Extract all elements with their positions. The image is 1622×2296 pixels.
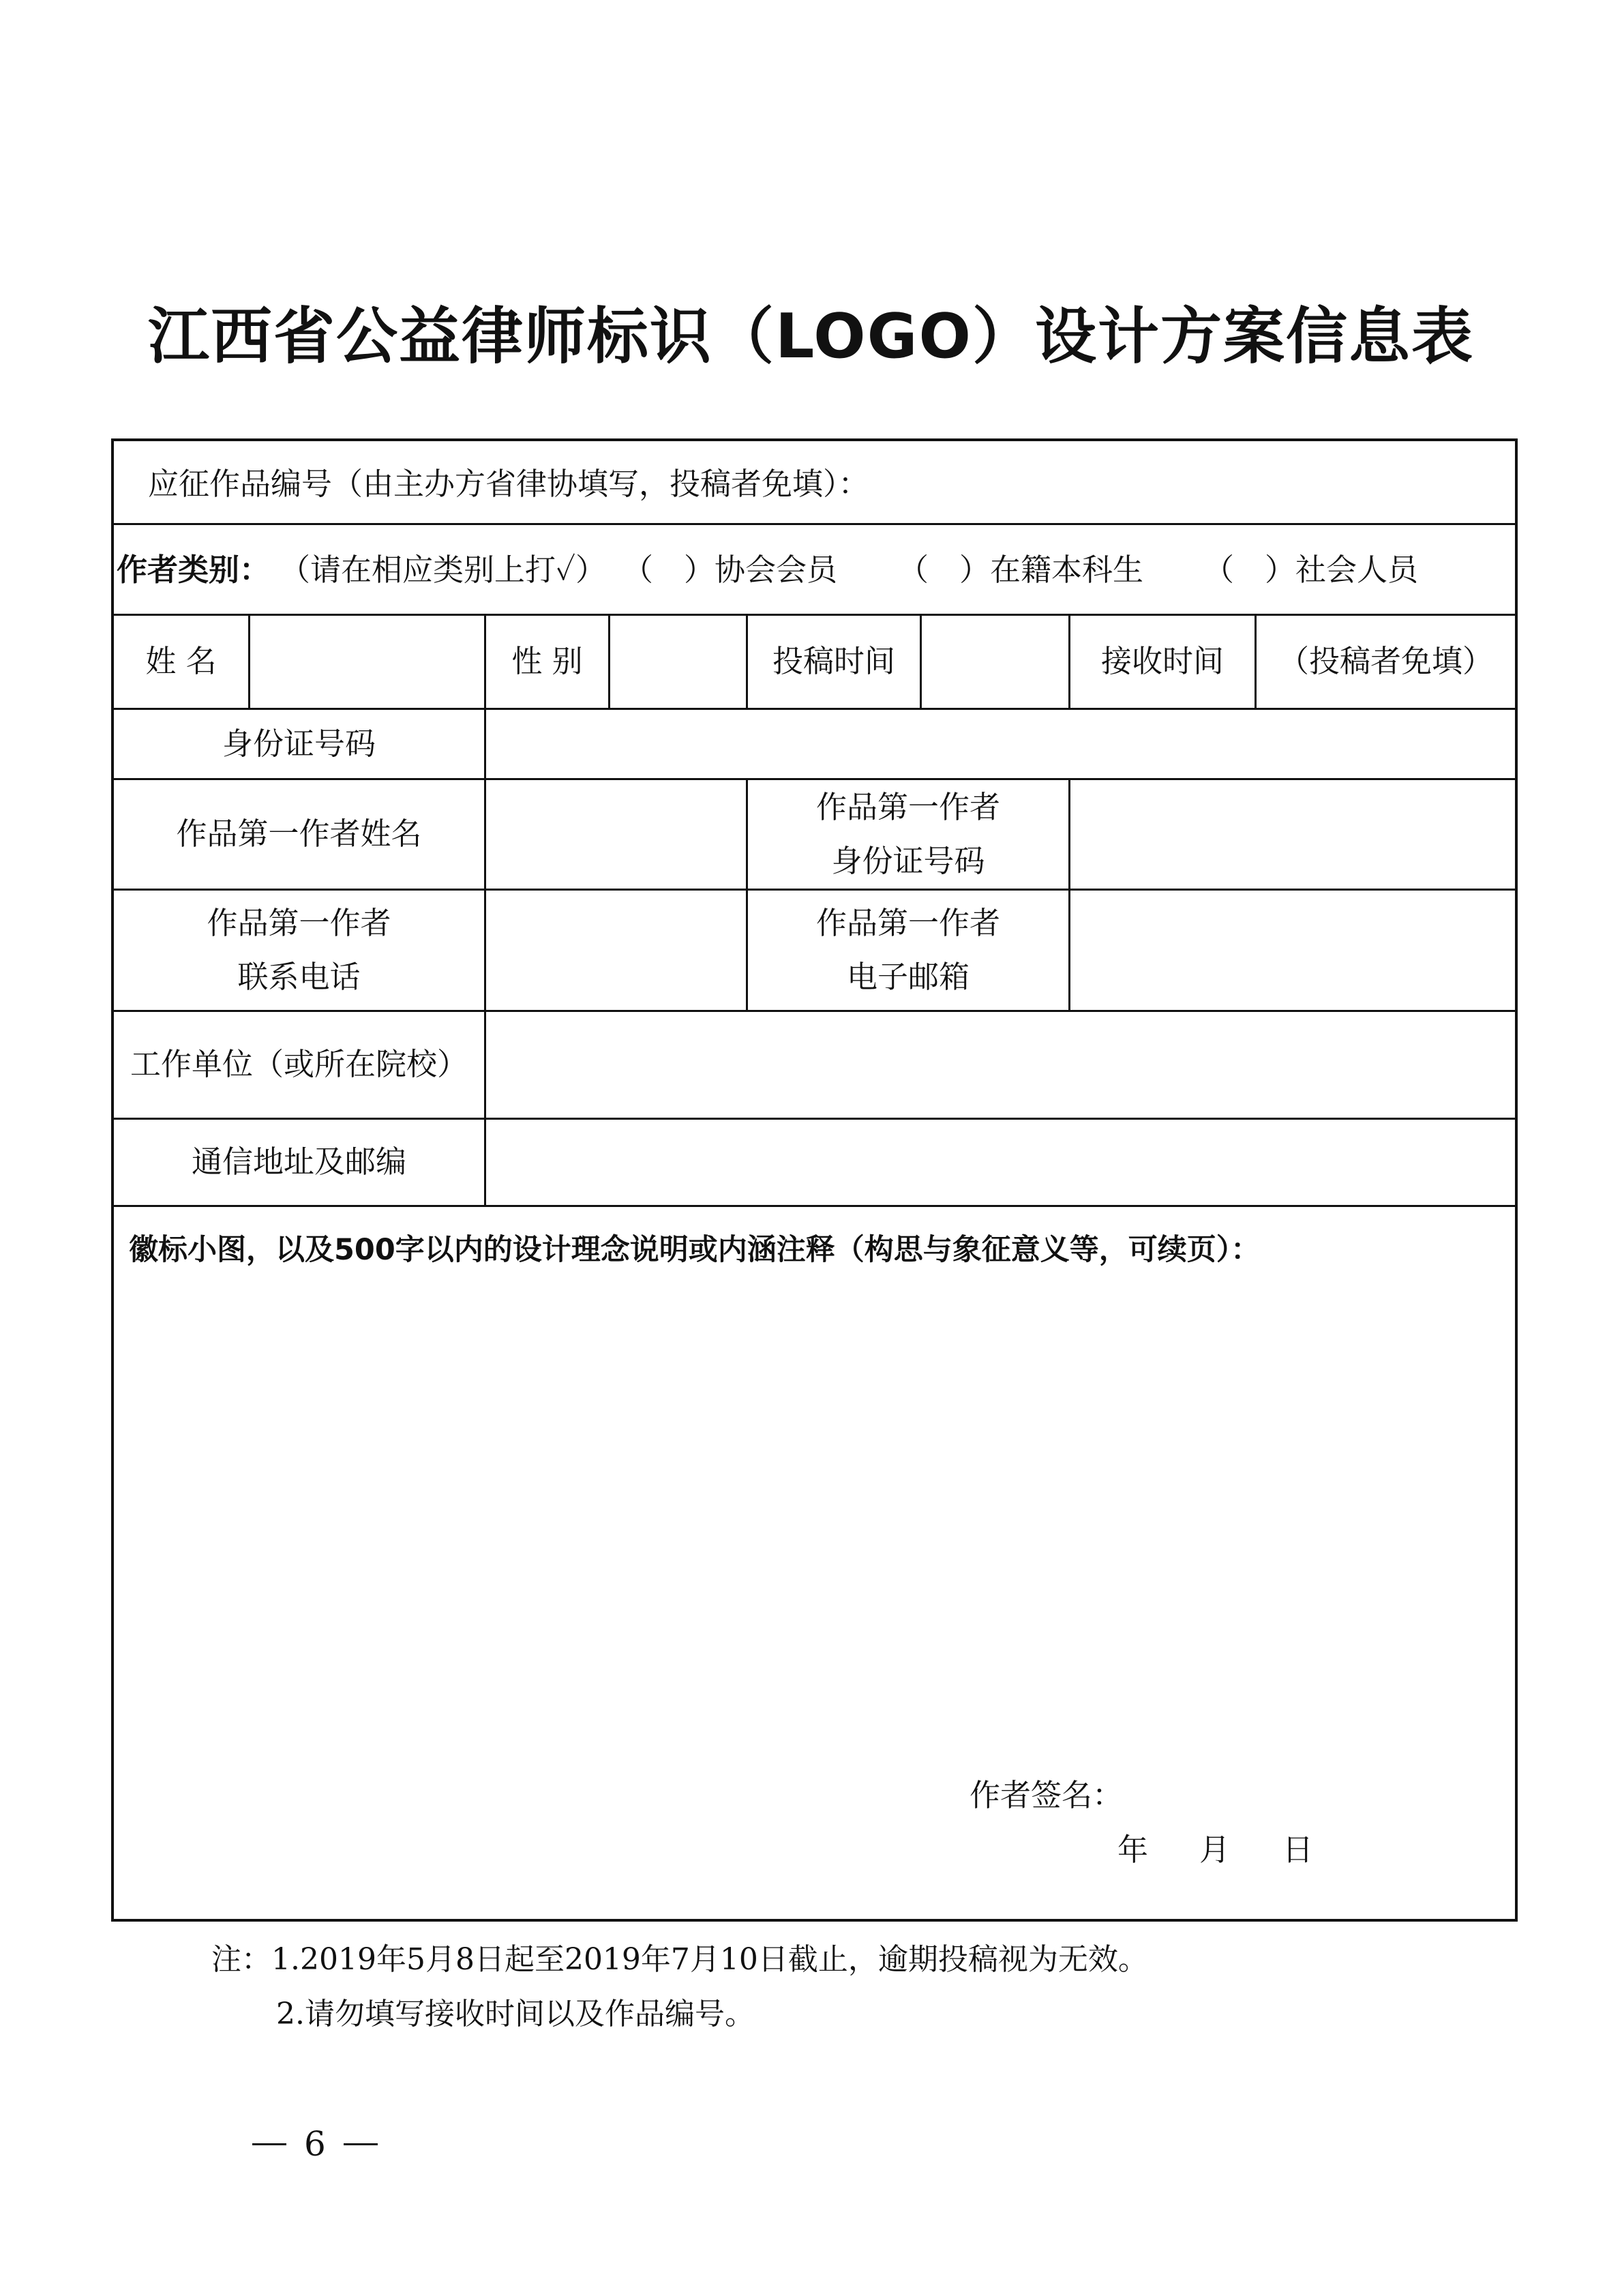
name-field[interactable] [250, 616, 484, 708]
info-form [111, 438, 1518, 1922]
date-day-label: 日 [1282, 1832, 1314, 1868]
row-divider [114, 523, 1515, 525]
first-author-email-label-line2: 电子邮箱 [846, 958, 970, 995]
page-number [252, 2124, 378, 2164]
signature-label: 作者签名： [970, 1777, 1124, 1813]
page-dash-right [344, 2143, 378, 2145]
design-description-label: 徽标小图，以及500字以内的设计理念说明或内涵注释（构思与象征意义等，可续页）： [129, 1233, 1261, 1267]
document-title: 江西省公益律师标识（LOGO）设计方案信息表 [147, 301, 1475, 372]
address-field[interactable] [486, 1120, 1515, 1205]
category-hint: （请在相应类别上打✓） [280, 552, 607, 588]
first-author-id-label [748, 780, 1068, 889]
category-option-member[interactable]: （ ）协会会员 [622, 552, 838, 588]
receive-time-label: 接收时间 [1100, 643, 1224, 680]
date-year-label: 年 [1117, 1832, 1149, 1868]
address-label: 通信地址及邮编 [191, 1144, 406, 1180]
page-number-value: 6 [304, 2124, 326, 2164]
first-author-phone-label [114, 891, 484, 1010]
first-author-phone-label-line2: 联系电话 [237, 958, 361, 995]
id-number-field[interactable] [486, 710, 1515, 778]
row-divider [114, 1205, 1515, 1207]
name-label: 姓 名 [145, 643, 217, 680]
category-option-public[interactable]: （ ）社会人员 [1203, 552, 1419, 588]
first-author-phone-field[interactable] [486, 891, 746, 1010]
id-number-label: 身份证号码 [222, 725, 376, 762]
category-label: 作者类别： [117, 552, 271, 588]
first-author-id-field[interactable] [1070, 780, 1515, 889]
note-line-1: 注：1.2019年5月8日起至2019年7月10日截止，逾期投稿视为无效。 [211, 1942, 1148, 1977]
gender-label: 性 别 [511, 643, 583, 680]
note-line-2: 2.请勿填写接收时间以及作品编号。 [276, 1997, 755, 2031]
receive-time-note: （投稿者免填） [1278, 643, 1493, 680]
page-dash-left [252, 2143, 286, 2145]
first-author-email-label-line1: 作品第一作者 [815, 904, 1000, 941]
workplace-label: 工作单位（或所在院校） [130, 1046, 468, 1083]
submit-time-field[interactable] [922, 616, 1068, 708]
first-author-email-field[interactable] [1070, 891, 1515, 1010]
submit-time-label: 投稿时间 [772, 643, 895, 680]
date-month-label: 月 [1199, 1832, 1231, 1868]
first-author-name-label: 作品第一作者姓名 [176, 816, 422, 852]
first-author-phone-label-line1: 作品第一作者 [207, 904, 391, 941]
category-option-student[interactable]: （ ）在籍本科生 [898, 552, 1144, 588]
first-author-name-field[interactable] [486, 780, 746, 889]
first-author-id-label-line1: 作品第一作者 [815, 788, 1000, 825]
entry-number-label: 应征作品编号（由主办方省律协填写，投稿者免填）： [148, 466, 869, 502]
first-author-email-label [748, 891, 1068, 1010]
gender-field[interactable] [610, 616, 746, 708]
workplace-field[interactable] [486, 1012, 1515, 1118]
design-description-area[interactable] [118, 1280, 1509, 1894]
first-author-id-label-line2: 身份证号码 [831, 842, 985, 879]
